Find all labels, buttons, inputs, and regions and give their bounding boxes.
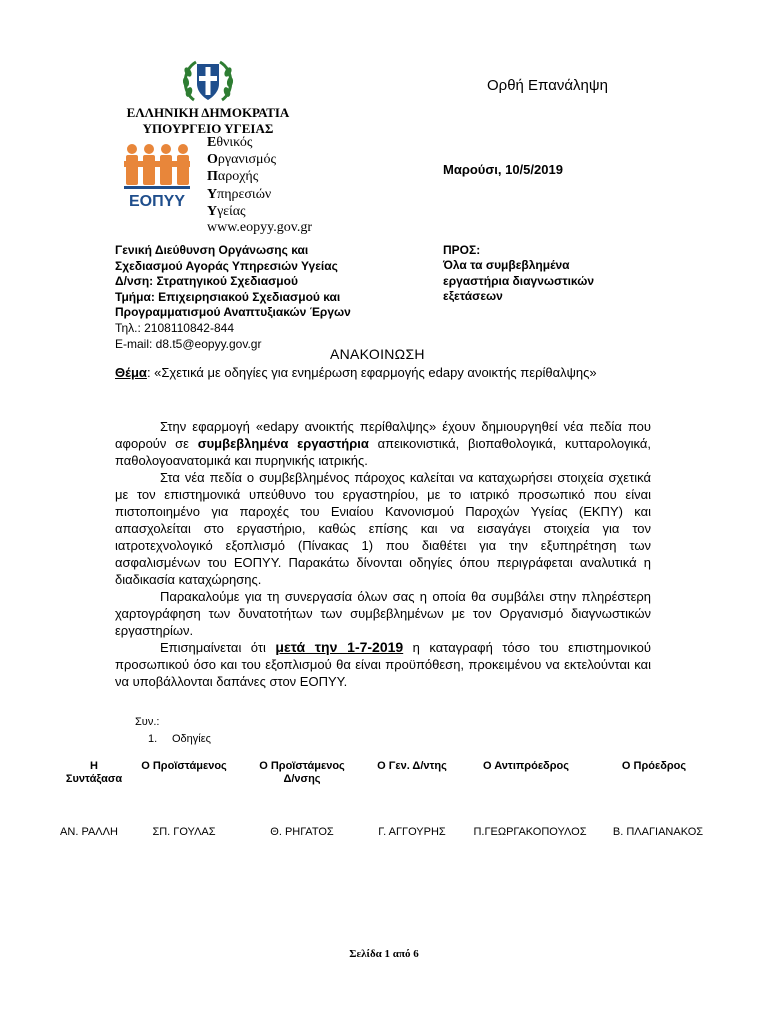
sender-line: Προγραμματισμού Αναπτυξιακών Έργων <box>115 305 351 320</box>
greek-emblem-icon <box>180 56 236 106</box>
body-paragraph <box>115 639 651 690</box>
recipient-line: ΠΡΟΣ: <box>443 243 481 257</box>
signature-title-line: Ο Προϊστάμενος <box>141 760 227 772</box>
signature-title <box>604 760 704 773</box>
signature-title-line: Η <box>90 760 98 772</box>
sender-block <box>115 243 351 352</box>
signature-title-line: Ο Αντιπρόεδρος <box>483 760 569 772</box>
signatory-name: ΑΝ. ΡΑΛΛΗ <box>60 826 118 838</box>
body-paragraph: Παρακαλούμε για τη συνεργασία όλων σας η οποία θα συμβάλει στην πληρέστερη χαρτογράφηση των δυνατοτήτων των συμβεβλημένων με τον Οργανισμό διαγνωστικών εργαστηρίων. <box>115 589 651 638</box>
acronym-rest: αροχής <box>217 169 259 185</box>
body-emphasis: συμβεβλημένα εργαστήρια <box>197 436 369 451</box>
acronym-rest: θνικός <box>216 135 253 150</box>
attachment-item <box>148 733 211 745</box>
sender-line: Δ/νση: Στρατηγικού Σχεδιασμού <box>115 274 298 289</box>
signature-title-line: Δ/νσης <box>283 773 321 785</box>
subject-label: Θέμα <box>115 365 147 380</box>
signature-title-line: Ο Γεν. Δ/ντης <box>377 760 447 772</box>
acronym-initial: Π <box>207 169 218 185</box>
signatory-name: ΣΠ. ΓΟΥΛΑΣ <box>152 826 216 838</box>
acronym-initial: Υ <box>207 203 218 219</box>
acronym-line <box>207 151 276 168</box>
sender-line: Γενική Διεύθυνση Οργάνωσης και <box>115 243 309 257</box>
acronym-rest: πηρεσιών <box>217 186 272 202</box>
subject-text: : «Σχετικά με οδηγίες για ενημέρωση εφαρμογής edapy ανοικτής περίθαλψης» <box>146 365 597 380</box>
recipient-line: εξετάσεων <box>443 289 503 304</box>
document-body <box>115 418 651 690</box>
acronym-initial: Ο <box>207 152 218 168</box>
body-text: Επισημαίνεται ότι <box>160 640 276 655</box>
document-date: Μαρούσι, 10/5/2019 <box>443 162 563 177</box>
attachment-text: Οδηγίες <box>172 733 211 745</box>
acronym-initial: Ε <box>207 135 217 150</box>
announcement-heading: ΑΝΑΚΟΙΝΩΣΗ <box>330 346 425 362</box>
signature-title <box>468 760 584 773</box>
ministry-heading: ΥΠΟΥΡΓΕΙΟ ΥΓΕΙΑΣ <box>142 121 274 136</box>
acronym-line <box>207 203 276 220</box>
reissue-label: Ορθή Επανάληψη <box>487 77 608 94</box>
signature-title <box>130 760 238 773</box>
deadline-emphasis: μετά την 1-7-2019 <box>275 639 404 655</box>
recipient-line: εργαστήρια διαγνωστικών <box>443 273 595 288</box>
page-number-footer: Σελίδα 1 από 6 <box>349 948 419 960</box>
signature-title-line: Ο Πρόεδρος <box>621 760 687 772</box>
body-text: η καταγραφή τόσο του επιστημονικού προσωπικού όσο και του εξοπλισμού θα είναι προϋπόθεση, προκειμένου να εκτελούνται και να υποβάλλονται δαπάνες στον ΕΟΠΥΥ. <box>115 640 651 689</box>
acronym-rest: γείας <box>217 203 246 219</box>
attachments-label: Συν.: <box>135 716 160 728</box>
website-text: www.eopyy.gov.gr <box>207 220 312 235</box>
signature-title <box>44 760 144 786</box>
sender-line: Σχεδιασμού Αγοράς Υπηρεσιών Υγείας <box>115 258 338 273</box>
signatory-name: Β. ΠΛΑΓΙΑΝΑΚΟΣ <box>612 826 704 838</box>
signature-title <box>362 760 462 773</box>
eopyy-logo-icon <box>120 143 194 209</box>
body-text: Στην εφαρμογή «edapy ανοικτής περίθαλψης» έχουν δημιουργηθεί νέα πεδία που αφορούν σε <box>115 419 651 451</box>
body-paragraph <box>115 418 651 469</box>
body-text: απεικονιστικά, βιοπαθολογικά, κυτταρολογικά, παθολογοανατομικά και πυρηνικής ιατρικής. <box>115 436 651 468</box>
subject-line <box>115 364 651 381</box>
republic-heading: ΕΛΛΗΝΙΚΗ ΔΗΜΟΚΡΑΤΙΑ <box>126 105 290 120</box>
signatory-name: Γ. ΑΓΓΟΥΡΗΣ <box>378 826 446 838</box>
sender-email: E-mail: d8.t5@eopyy.gov.gr <box>115 336 262 351</box>
acronym-line <box>207 134 276 151</box>
signature-title <box>248 760 356 786</box>
recipient-line: Όλα τα συμβεβλημένα <box>443 258 570 273</box>
attachment-number: 1. <box>148 733 158 745</box>
acronym-line <box>207 186 276 203</box>
signature-title-line: Συντάξασα <box>65 773 123 785</box>
sender-phone: Τηλ.: 2108110842-844 <box>115 320 234 335</box>
signature-title-line: Ο Προϊστάμενος <box>259 760 345 772</box>
sender-line: Τμήμα: Επιχειρησιακού Σχεδιασμού και <box>115 289 341 304</box>
acronym-line <box>207 168 276 185</box>
recipient-block <box>443 243 594 305</box>
acronym-rest: ργανισμός <box>217 152 277 168</box>
signatory-name: Θ. ΡΗΓΑΤΟΣ <box>270 826 334 838</box>
body-paragraph: Στα νέα πεδία ο συμβεβλημένος πάροχος καλείται να καταχωρήσει στοιχεία σχετικά με τον επιστημονικά υπεύθυνο του εργαστηρίου, με το ιατρικό προσωπικό που είναι πιστοποιημένο για παροχές του Ενιαίου Κανονισμού Παροχών Υγείας (ΕΚΠΥ) και απασχολείται στο εργαστήριο, καθώς επίσης και να εισαγάγει στοιχεία για τον ιατροτεχνολογικό εξοπλισμό (Πίνακας 1) που διαθέτει για την εξυπηρέτηση των ασφαλισμένων του ΕΟΠΥΥ. Παρακάτω δίνονται οδηγίες όπου περιγράφεται αναλυτικά η διαδικασία καταχώρησης. <box>115 470 651 587</box>
organization-acronym <box>207 134 276 220</box>
logo-wordmark: ΕΟΠΥΥ <box>128 193 186 209</box>
signatory-name: Π.ΓΕΩΡΓΑΚΟΠΟΥΛΟΣ <box>473 826 587 838</box>
acronym-initial: Υ <box>207 186 218 202</box>
